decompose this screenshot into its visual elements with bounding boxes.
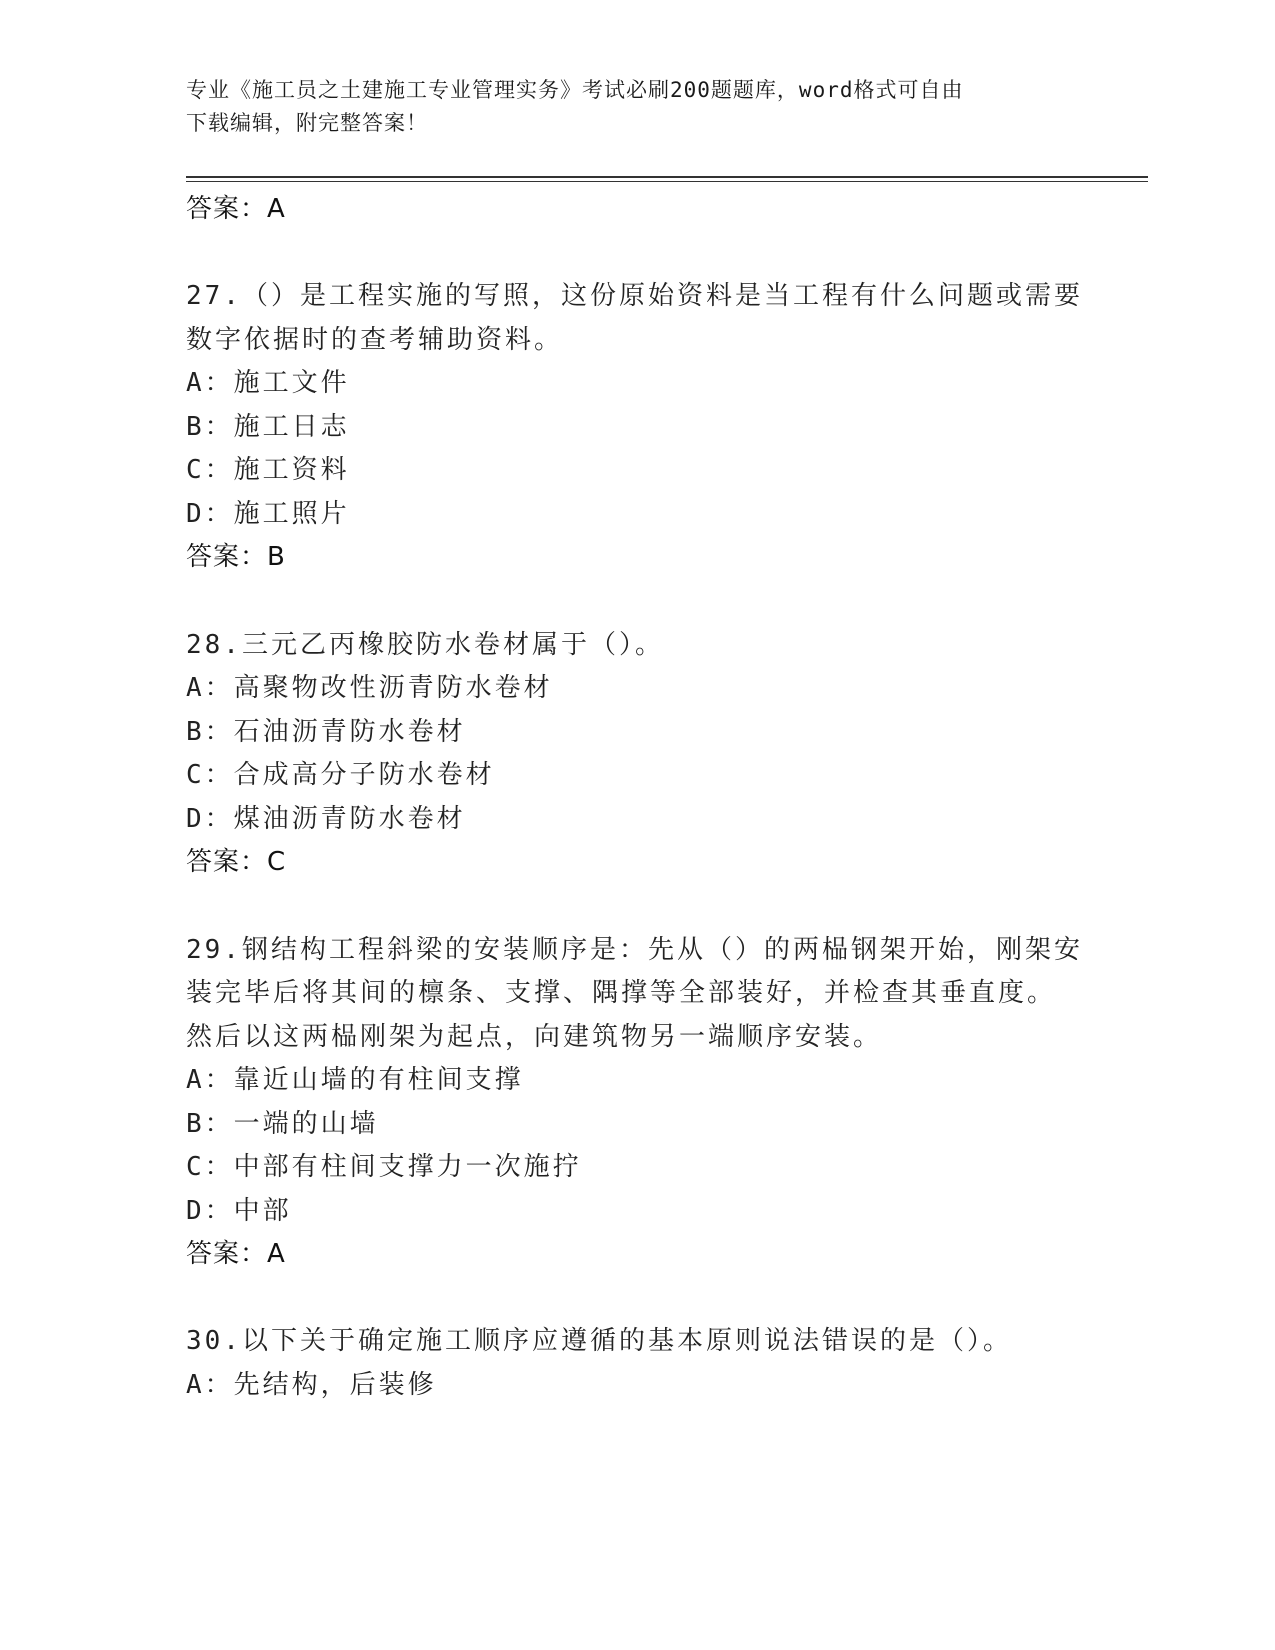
q27-option-d: D：施工照片 <box>186 499 350 529</box>
q27-stem-line-1: 27.（）是工程实施的写照，这份原始资料是当工程有什么问题或需要 <box>186 281 1083 311</box>
q29-option-c: C：中部有柱间支撑力一次施拧 <box>186 1152 582 1182</box>
q27-option-b: B：施工日志 <box>186 412 350 442</box>
q30-stem-line-1: 30.以下关于确定施工顺序应遵循的基本原则说法错误的是（）。 <box>186 1326 1012 1356</box>
q29-answer: 答案：A <box>186 1239 286 1269</box>
header-rule-thick <box>186 176 1148 178</box>
q28-option-c: C：合成高分子防水卷材 <box>186 760 495 790</box>
q29-option-b: B：一端的山墙 <box>186 1109 379 1139</box>
q28-option-a: A：高聚物改性沥青防水卷材 <box>186 673 553 703</box>
page-header <box>186 74 1086 140</box>
header-line-1: 专业《施工员之土建施工专业管理实务》考试必刷200题题库，word格式可自由 <box>186 78 964 102</box>
q28-option-d: D：煤油沥青防水卷材 <box>186 804 466 834</box>
q29-stem-line-1: 29.钢结构工程斜梁的安装顺序是：先从（）的两榀钢架开始，刚架安 <box>186 935 1083 965</box>
q27-stem-line-2: 数字依据时的查考辅助资料。 <box>186 325 564 355</box>
q29-option-d: D：中部 <box>186 1196 292 1226</box>
q29-option-a: A：靠近山墙的有柱间支撑 <box>186 1065 524 1095</box>
q27-option-c: C：施工资料 <box>186 455 350 485</box>
q28-answer: 答案：C <box>186 847 287 877</box>
q29-stem-line-3: 然后以这两榀刚架为起点，向建筑物另一端顺序安装。 <box>186 1022 883 1052</box>
q27-answer: 答案：B <box>186 542 286 572</box>
header-line-2: 下载编辑，附完整答案！ <box>186 111 428 135</box>
q30-option-a: A：先结构，后装修 <box>186 1370 437 1400</box>
q29-stem-line-2: 装完毕后将其间的檩条、支撑、隅撑等全部装好，并检查其垂直度。 <box>186 978 1057 1008</box>
header-rule-thin <box>186 181 1148 182</box>
answer-26: 答案：A <box>186 194 286 224</box>
q28-option-b: B：石油沥青防水卷材 <box>186 717 466 747</box>
q27-option-a: A：施工文件 <box>186 368 350 398</box>
q28-stem-line-1: 28.三元乙丙橡胶防水卷材属于（）。 <box>186 630 664 660</box>
